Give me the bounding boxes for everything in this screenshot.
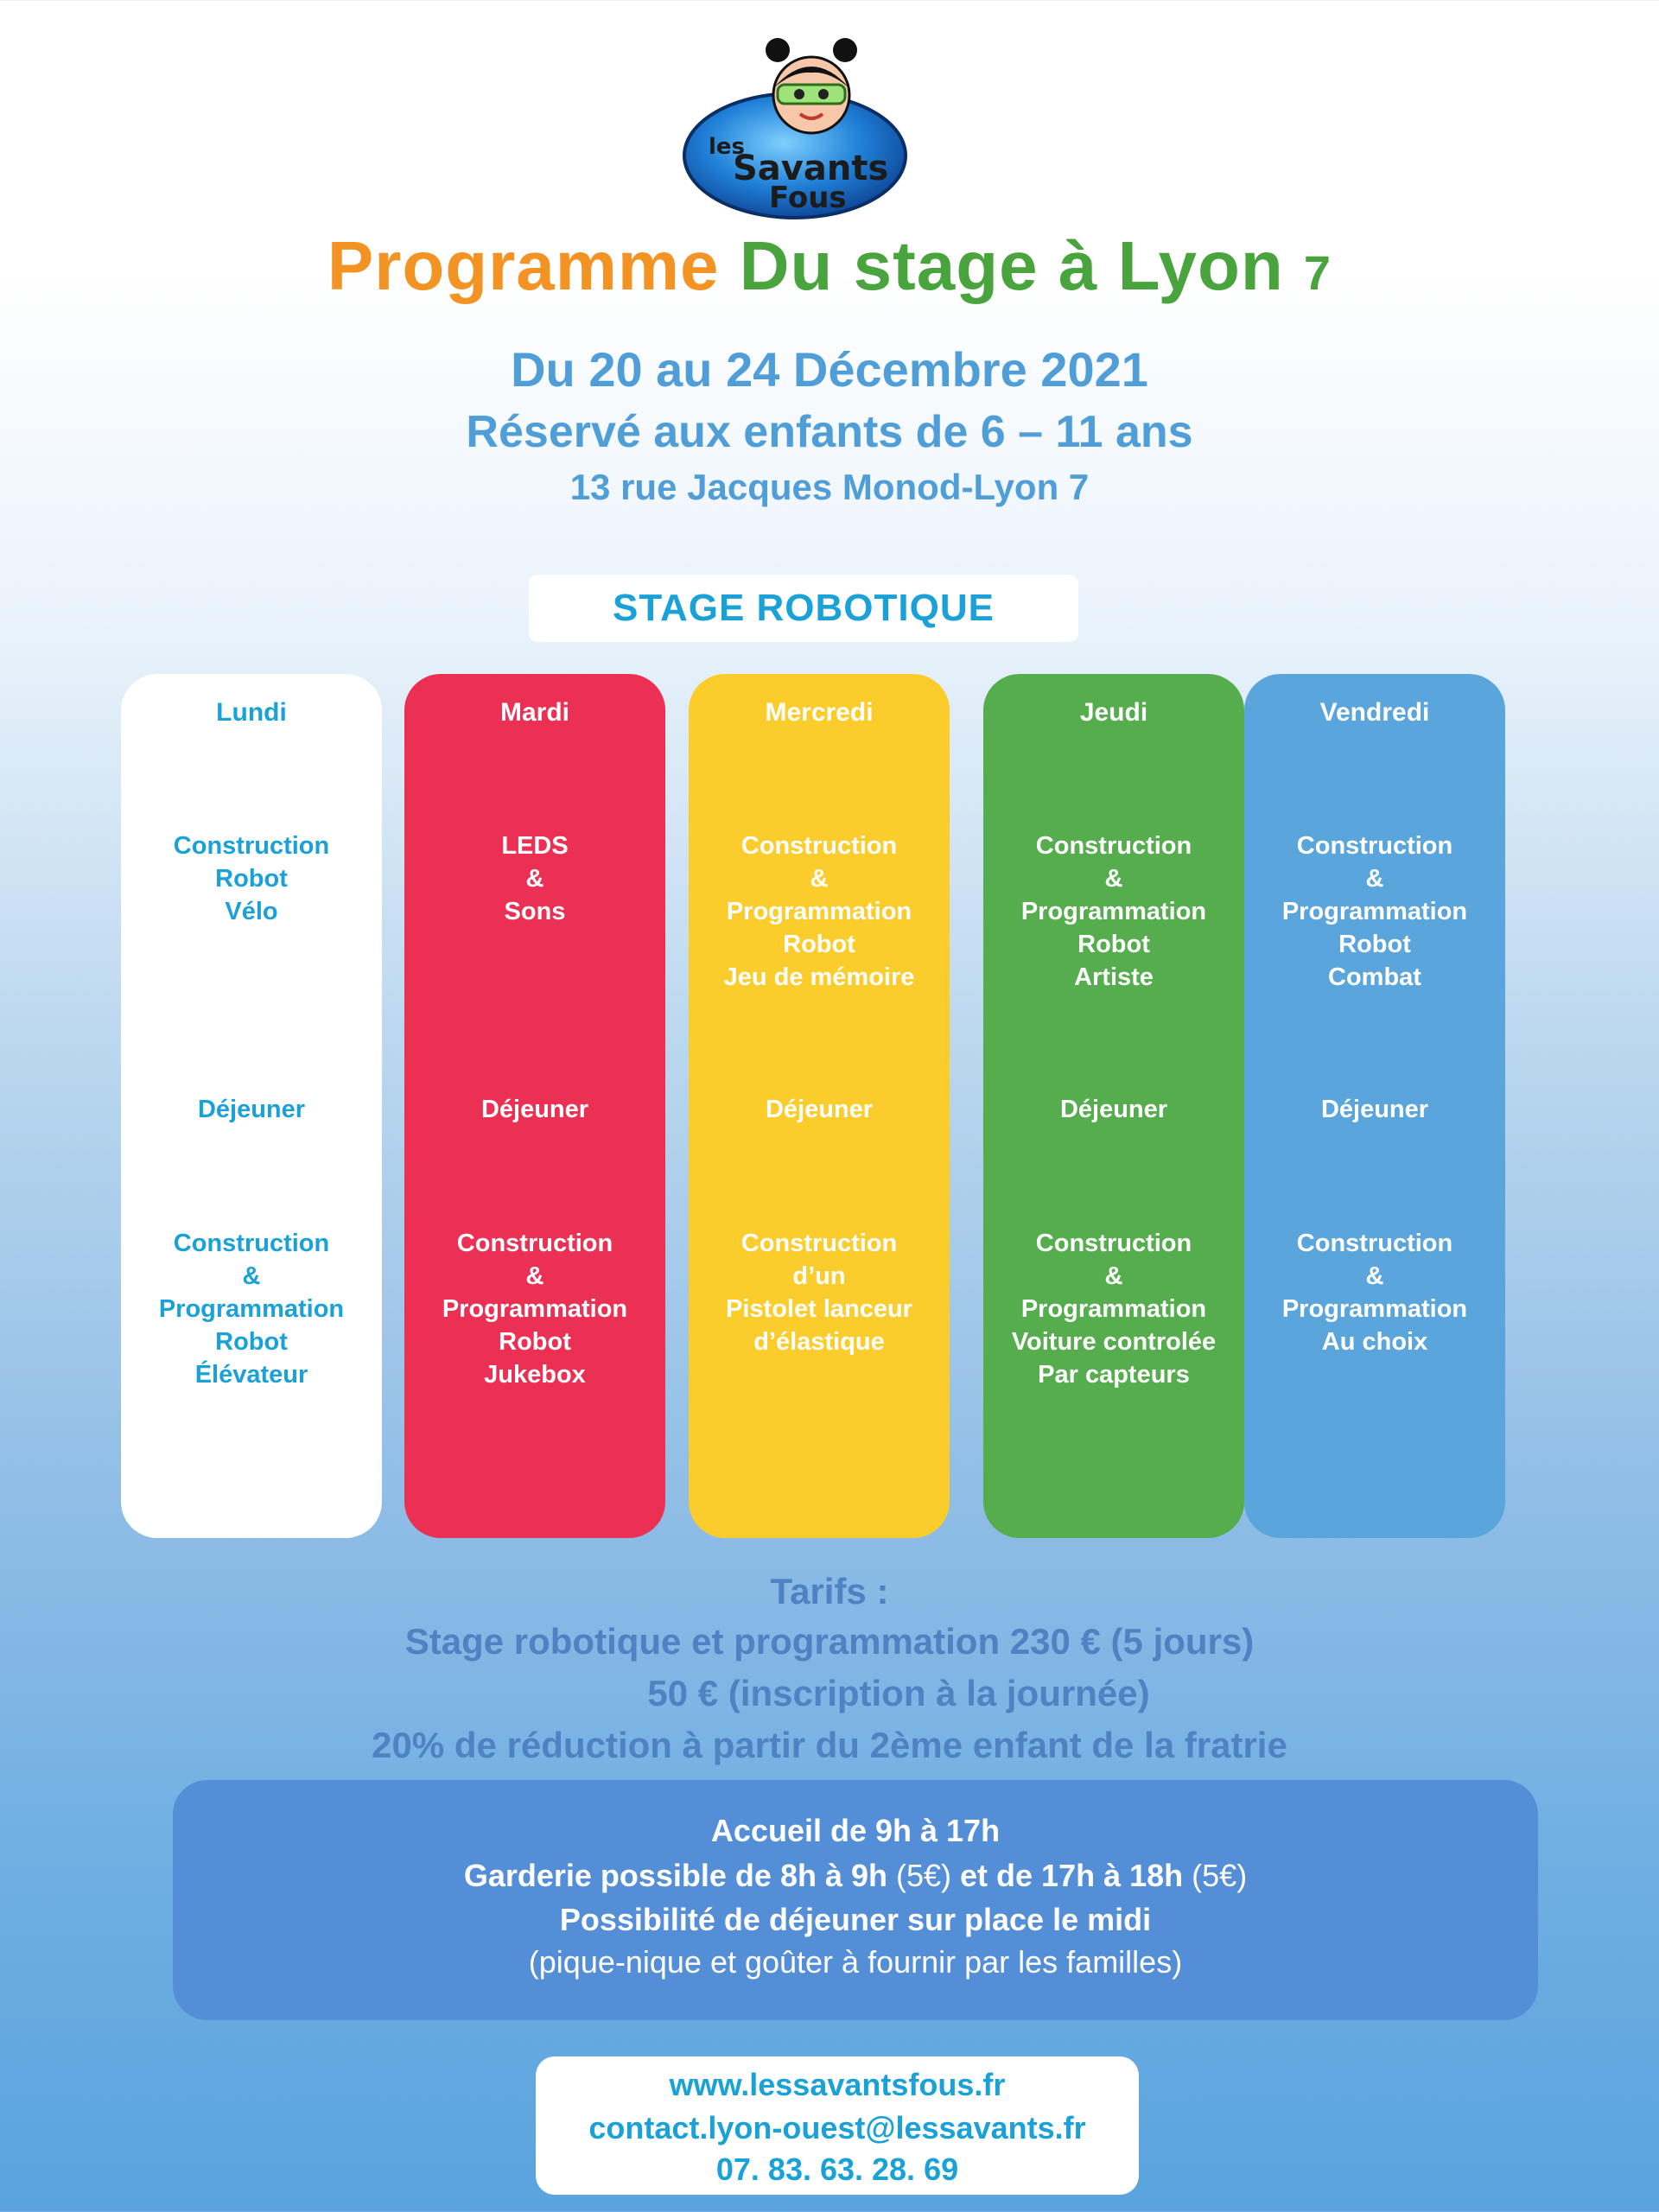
page-title [0,226,1659,306]
website-link[interactable]: www.lessavantsfous.fr [669,2067,1006,2102]
title-seven: 7 [1303,245,1332,300]
daycare-morning-price: (5€) [896,1858,952,1893]
morning-activity: LEDS & Sons [501,832,569,925]
tarif-per-day: 50 € (inscription à la journée) [647,1673,1150,1713]
lunch-label: Déjeuner [197,1096,306,1123]
contact-box [536,2056,1139,2195]
address: 13 rue Jacques Monod-Lyon 7 [569,467,1090,507]
lunch-label: Déjeuner [1320,1096,1429,1123]
afternoon-activity: Construction & Programmation Voiture controlée Par capteurs [1011,1230,1217,1389]
day-name: Mardi [499,698,569,727]
logo [674,26,933,225]
tarif-sibling-discount: 20% de réduction à partir du 2ème enfant de la fratrie [372,1725,1287,1765]
phone-number[interactable]: 07. 83. 63. 28. 69 [715,2152,959,2187]
day-column-vendredi [1244,674,1505,1538]
day-name: Vendredi [1319,698,1430,727]
afternoon-activity: Construction & Programmation Au choix [1281,1230,1468,1356]
daycare-evening-price: (5€) [1192,1858,1248,1893]
lunch-label: Déjeuner [765,1096,874,1123]
daycare-morning: Garderie possible de 8h à 9h [463,1858,896,1893]
day-name: Lundi [216,698,287,727]
logo-graphic [674,26,933,225]
day-column-jeudi [983,674,1244,1538]
day-column-lundi [121,674,382,1538]
info-hours: Accueil de 9h à 17h [710,1813,1001,1848]
title-stage: Du stage à Lyon [739,227,1284,304]
info-lunch: Possibilité de déjeuner sur place le midi [559,1902,1152,1937]
day-column-mercredi [689,674,950,1538]
lunch-label: Déjeuner [480,1096,589,1123]
tarif-full-week: Stage robotique et programmation 230 € (5 jours) [404,1621,1255,1662]
morning-activity: Construction & Programmation Robot Jeu de mémoire [723,832,915,991]
morning-activity: Construction & Programmation Robot Artiste [1020,832,1207,991]
info-box [173,1780,1538,2020]
afternoon-activity: Construction & Programmation Robot Élévateur [158,1230,345,1389]
logo-text-fous: Fous [769,181,847,215]
day-name: Mercredi [765,698,874,727]
email-link[interactable]: contact.lyon-ouest@lessavants.fr [588,2110,1086,2145]
afternoon-activity: Construction & Programmation Robot Jukebox [442,1230,628,1389]
lunch-label: Déjeuner [1059,1096,1168,1123]
info-lunch-note: (pique-nique et goûter à fournir par les familles) [528,1944,1183,1980]
day-column-mardi [404,674,665,1538]
afternoon-activity: Construction d’un Pistolet lanceur d’élastique [726,1230,912,1356]
morning-activity: Construction & Programmation Robot Combat [1281,832,1468,991]
logo-text-les: les [709,134,746,160]
dates: Du 20 au 24 Décembre 2021 [511,342,1148,397]
daycare-evening: et de 17h à 18h [951,1858,1192,1893]
logo-text-savants: Savants [733,149,889,188]
day-name: Jeudi [1079,698,1148,727]
age-range: Réservé aux enfants de 6 – 11 ans [466,407,1193,457]
info-daycare [173,1858,1538,1894]
stage-label: STAGE ROBOTIQUE [529,575,1078,642]
morning-activity: Construction Robot Vélo [173,832,330,925]
tarifs-heading: Tarifs : [770,1571,889,1611]
title-programme: Programme [327,227,720,304]
